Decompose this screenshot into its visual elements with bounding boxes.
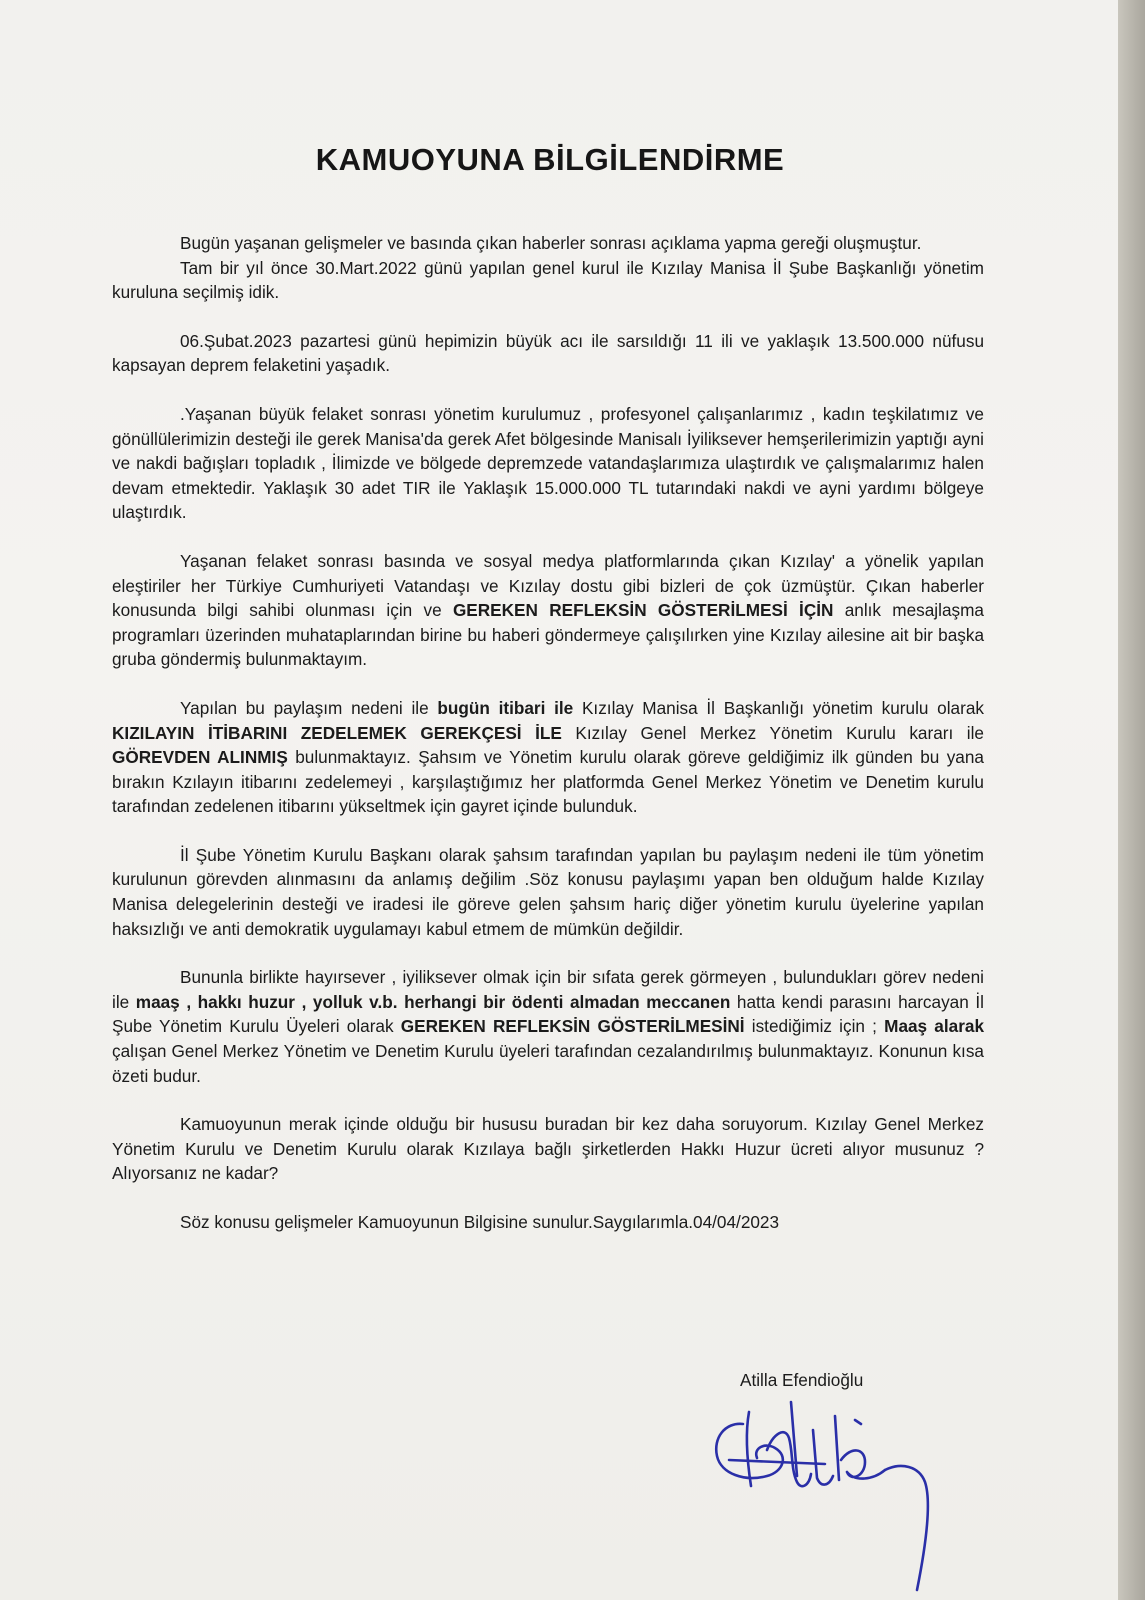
paragraph-text: Yapılan bu paylaşım nedeni ile: [180, 697, 438, 718]
paragraph-5: [112, 549, 984, 672]
document-body: [112, 231, 984, 1235]
paragraph-text: İl Şube Yönetim Kurulu Başkanı olarak şahsım tarafından yapılan bu paylaşım nedeni ile tüm yönetim kurulunun görevden alınmasını da anlamış değilim .Söz konusu paylaşımı yapan ben olduğum halde Kızılay Manisa delegelerinin desteği ve iradesi ile göreve gelen şahsım hariç diğer yönetim kurulu üyelerine yapılan haksızlığı ve anti demokratik uygulamayı kabul etmem de mümkün değildir.: [112, 844, 984, 939]
paragraph-text: Yaşanan felaket sonrası basında ve sosyal medya platformlarında çıkan Kızılay' a yönelik yapılan eleştiriler her Türkiye Cumhuriyeti Vatandaşı ve Kızılay dostu gibi bizleri de çok üzmüştür. Çıkan haberler konusunda bilgi sahibi olunması için ve: [112, 550, 984, 621]
paragraph-text: .Yaşanan büyük felaket sonrası yönetim kurulumuz , profesyonel çalışanlarımız , kadın teşkilatımız ve gönüllülerimizin desteği ile gerek Manisa'da gerek Afet bölgesinde Manisalı İyiliksever hemşerilerimizin yaptığı ayni ve nakdi bağışları topladık , İlimizde ve bölgede depremzede vatandaşlarımıza ulaştırdık ve çalışmalarımız halen devam etmektedir. Yaklaşık 30 adet TIR ile Yaklaşık 15.000.000 TL tutarındaki nakdi ve ayni yardımı bölgeye ulaştırdık.: [112, 403, 984, 523]
paragraph-7: [112, 843, 984, 941]
emphasis-text: GEREKEN REFLEKSİN GÖSTERİLMESİ İÇİN: [452, 600, 834, 621]
paragraph-1: [112, 231, 984, 256]
paragraph-text: anlık mesajlaşma programları üzerinden muhataplarından birine bu haberi göndermeye çalışılırken yine Kızılay ailesine ait bir başka gruba göndermiş bulunmaktayım.: [112, 600, 984, 670]
paragraph-text: 06.Şubat.2023 pazartesi günü hepimizin büyük acı ile sarsıldığı 11 ili ve yaklaşık 13.500.000 nüfusu kapsayan deprem felaketini yaşadık.: [112, 330, 984, 376]
paragraph-text: hatta kendi parasını harcayan İl Şube Yönetim Kurulu Üyeleri olarak: [112, 991, 984, 1037]
signature: [705, 1390, 955, 1600]
paragraph-text: Bununla birlikte hayırsever , iyiliksever olmak için bir sıfata gerek görmeyen , bulundukları görev nedeni ile: [112, 967, 984, 1012]
paragraph-text: Kamuoyunun merak içinde olduğu bir hususu buradan bir kez daha soruyorum. Kızılay Genel Merkez Yönetim Kurulu ve Denetim Kurulu olarak Kızılaya bağlı şirketlerden Hakkı Huzur ücreti alıyor musunuz ? Alıyorsanız ne kadar?: [112, 1114, 984, 1184]
paragraph-8: [112, 965, 984, 1088]
emphasis-text: KIZILAYIN İTİBARINI ZEDELEMEK GEREKÇESİ İLE: [112, 722, 562, 743]
paragraph-text: Söz konusu gelişmeler Kamuoyunun Bilgisine sunulur.Saygılarımla.04/04/2023: [180, 1212, 780, 1232]
paragraph-text: istediğimiz için ;: [744, 1016, 885, 1037]
emphasis-text: GEREKEN REFLEKSİN GÖSTERİLMESİNİ: [400, 1016, 745, 1037]
paragraph-text: Bugün yaşanan gelişmeler ve basında çıkan haberler sonrası açıklama yapma gereği oluşmuştur.: [180, 233, 922, 253]
paragraph-text: Tam bir yıl önce 30.Mart.2022 günü yapılan genel kurul ile Kızılay Manisa İl Şube Başkanlığı yönetim kuruluna seçilmiş idik.: [112, 257, 984, 303]
background-surface: [1118, 0, 1145, 1600]
page-title: KAMUOYUNA BİLGİLENDİRME: [315, 142, 785, 177]
emphasis-text: bugün itibari ile: [437, 697, 574, 718]
paragraph-3: [112, 329, 984, 378]
paragraph-6: [112, 696, 984, 819]
paragraph-text: bulunmaktayız. Şahsım ve Yönetim kurulu olarak göreve geldiğimiz ilk günden bu yana bırakın Kzılayın itibarını zedelemeyi , karşılaştığımız her platformda Genel Merkez Yönetim ve Denetim kurulu tarafından zedelenen itibarını yükseltmek için gayret içinde bulunduk.: [112, 747, 984, 817]
closing-line: [112, 1210, 984, 1235]
paragraph-9: [112, 1112, 984, 1186]
paragraph-text: Kızılay Genel Merkez Yönetim Kurulu kararı ile: [561, 722, 984, 743]
paragraph-4: [112, 402, 984, 525]
paragraph-text: Kızılay Manisa İl Başkanlığı yönetim kurulu olarak: [573, 697, 984, 718]
paragraph-text: çalışan Genel Merkez Yönetim ve Denetim Kurulu üyeleri tarafından cezalandırılmış bulunmaktayız. Konunun kısa özeti budur.: [112, 1041, 984, 1086]
signer-name: Atilla Efendioğlu: [740, 1370, 864, 1390]
emphasis-text: GÖREVDEN ALINMIŞ: [112, 747, 288, 768]
paragraph-2: [112, 256, 984, 305]
emphasis-text: Maaş alarak: [884, 1016, 984, 1037]
emphasis-text: maaş , hakkı huzur , yolluk v.b. herhangi bir ödenti almadan meccanen: [135, 991, 731, 1012]
